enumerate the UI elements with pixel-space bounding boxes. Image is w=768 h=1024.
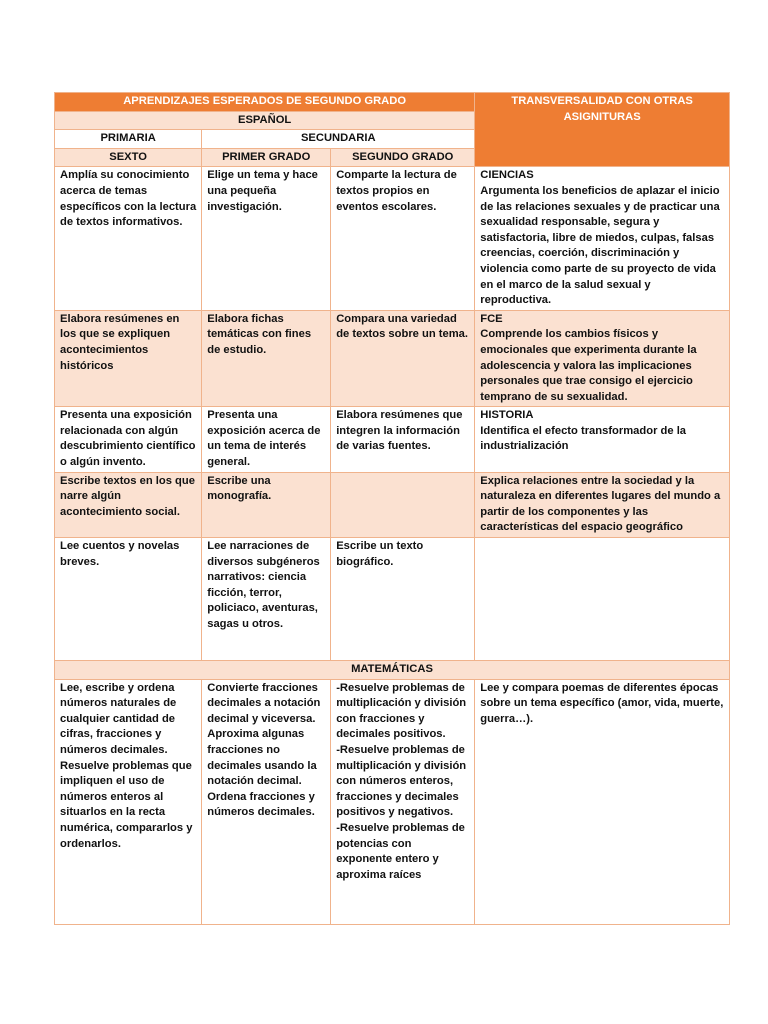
table-title: APRENDIZAJES ESPERADOS DE SEGUNDO GRADO [55, 93, 475, 112]
cell-sexto: Lee cuentos y novelas breves. [55, 538, 202, 661]
cell-sexto: Amplía su conocimiento acerca de temas específicos con la lectura de textos informativos. [55, 167, 202, 310]
table-row [55, 407, 730, 472]
transversal-text: Comprende los cambios físicos y emocionales que experimenta durante la adolescencia y valora las implicaciones personales que trae consigo el ejercicio temprano de su sexualidad. [480, 328, 697, 403]
cell-transversal [475, 167, 730, 310]
col-primer-header: PRIMER GRADO [202, 148, 331, 167]
cell-segundo: Elabora resúmenes que integren la información de varias fuentes. [331, 407, 475, 472]
transversal-text: Identifica el efecto transformador de la industrialización [480, 424, 687, 453]
learning-table [54, 92, 730, 925]
table-row [55, 472, 730, 537]
cell-transversal [475, 407, 730, 472]
subject-header: ESPAÑOL [55, 111, 475, 130]
secundaria-header: SECUNDARIA [202, 130, 475, 149]
primaria-header: PRIMARIA [55, 130, 202, 149]
cell-transversal: Lee y compara poemas de diferentes épocas sobre un tema específico (amor, vida, muerte, guerra…). [475, 679, 730, 924]
cell-primer: Lee narraciones de diversos subgéneros narrativos: ciencia ficción, terror, policiaco, aventuras, sagas u otros. [202, 538, 331, 661]
cell-segundo: Escribe un texto biográfico. [331, 538, 475, 661]
cell-sexto: Elabora resúmenes en los que se expliquen acontecimientos históricos [55, 310, 202, 407]
cell-primer: Escribe una monografía. [202, 472, 331, 537]
cell-segundo [331, 472, 475, 537]
cell-segundo: Compara una variedad de textos sobre un tema. [331, 310, 475, 407]
cell-transversal: Explica relaciones entre la sociedad y la naturaleza en diferentes lugares del mundo a partir de los componentes y las características del espacio geográfico [475, 472, 730, 537]
transversal-subject: FCE [480, 312, 503, 325]
col-sexto-header: SEXTO [55, 148, 202, 167]
table-row [55, 310, 730, 407]
math-segundo-1: -Resuelve problemas de multiplicación y división con fracciones y decimales positivos. [336, 681, 467, 741]
cell-transversal [475, 538, 730, 661]
cell-transversal [475, 310, 730, 407]
math-heading: MATEMÁTICAS [55, 661, 730, 680]
cell-sexto: Escribe textos en los que narre algún acontecimiento social. [55, 472, 202, 537]
cell-segundo: Comparte la lectura de textos propios en eventos escolares. [331, 167, 475, 310]
cell-primer: Elige un tema y hace una pequeña investigación. [202, 167, 331, 310]
math-sexto-2: Resuelve problemas que impliquen el uso de números enteros al situarlos en la recta numérica, compararlos y ordenarlos. [60, 759, 193, 850]
transversal-subject: CIENCIAS [480, 169, 534, 182]
cell-primer: Presenta una exposición acerca de un tema de interés general. [202, 407, 331, 472]
transversal-text: Argumenta los beneficios de aplazar el inicio de las relaciones sexuales y de practicar una sexualidad responsable, segura y satisfactoria, libre de miedos, culpas, falsas creencias, coerción, discriminación y violencia como parte de su proyecto de vida en el marco de la salud sexual y reproductiva. [480, 184, 720, 307]
math-segundo-2: -Resuelve problemas de multiplicación y división con números enteros, fracciones y decimales positivos y negativos. [336, 744, 467, 819]
transversal-header: TRANSVERSALIDAD CON OTRAS ASIGNITURAS [475, 93, 730, 167]
cell-sexto: Presenta una exposición relacionada con algún descubrimiento científico o algún invento. [55, 407, 202, 472]
math-sexto-1: Lee, escribe y ordena números naturales de cualquier cantidad de cifras, fracciones y números decimales. [60, 681, 177, 756]
cell-primer: Elabora fichas temáticas con fines de estudio. [202, 310, 331, 407]
table-row [55, 679, 730, 924]
cell-sexto [55, 679, 202, 924]
cell-segundo [331, 679, 475, 924]
transversal-subject: HISTORIA [480, 409, 534, 422]
cell-primer: Convierte fracciones decimales a notación decimal y viceversa. Aproxima algunas fracciones no decimales usando la notación decimal. Ordena fracciones y números decimales. [202, 679, 331, 924]
math-segundo-3: -Resuelve problemas de potencias con exponente entero y aproxima raíces [336, 821, 465, 881]
table-row [55, 167, 730, 310]
col-segundo-header: SEGUNDO GRADO [331, 148, 475, 167]
table-row [55, 538, 730, 661]
